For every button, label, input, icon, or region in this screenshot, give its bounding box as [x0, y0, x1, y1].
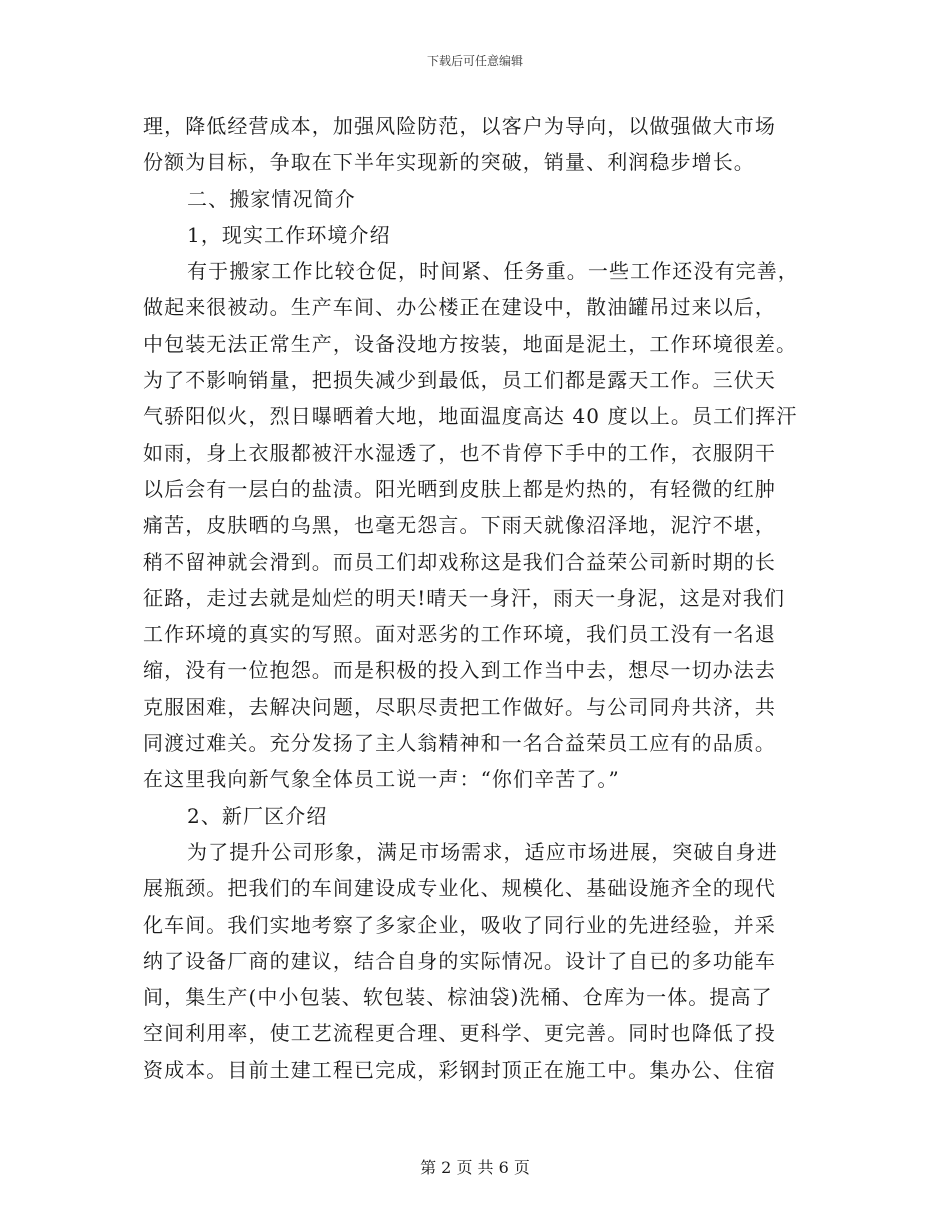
text-line: 理，降低经营成本，加强风险防范，以客户为导向，以做强做大市场 — [143, 114, 776, 138]
text-line: 缩，没有一位抱怨。而是积极的投入到工作当中去，想尽一切办法去 — [143, 658, 776, 683]
text-line: 2、新厂区介绍 — [187, 803, 328, 828]
text-line: 为了提升公司形象，满足市场需求，适应市场进展，突破自身进 — [187, 839, 778, 864]
text-line: 痛苦，皮肤晒的乌黑，也毫无怨言。下雨天就像沼泽地，泥泞不堪， — [143, 513, 776, 538]
text-line: 有于搬家工作比较仓促，时间紧、任务重。一些工作还没有完善， — [187, 259, 799, 284]
text-line: 克服困难，去解决问题，尽职尽责把工作做好。与公司同舟共济，共 — [143, 694, 776, 719]
text-line: 空间利用率，使工艺流程更合理、更科学、更完善。同时也降低了投 — [143, 1021, 776, 1046]
page-footer — [0, 1158, 950, 1178]
text-line: 工作环境的真实的写照。面对恶劣的工作环境，我们员工没有一名退 — [143, 622, 776, 647]
text-line: 为了不影响销量，把损失减少到最低，员工们都是露天工作。三伏天 — [143, 368, 776, 393]
text-line: 征路，走过去就是灿烂的明天!晴天一身汗，雨天一身泥，这是对我们 — [143, 585, 786, 610]
text-line: 展瓶颈。把我们的车间建设成专业化、规模化、基础设施齐全的现代 — [143, 876, 776, 901]
text-line: 同渡过难关。充分发扬了主人翁精神和一名合益荣员工应有的品质。 — [143, 731, 776, 756]
document-body — [143, 108, 803, 1088]
text-line: 中包装无法正常生产，设备没地方按装，地面是泥土，工作环境很差。 — [143, 331, 798, 356]
text-line: 纳了设备厂商的建议，结合自身的实际情况。设计了自已的多功能车 — [143, 948, 776, 973]
text-line: 如雨，身上衣服都被汗水湿透了，也不肯停下手中的工作，衣服阴干 — [143, 440, 776, 465]
text-line: 稍不留神就会滑到。而员工们却戏称这是我们合益荣公司新时期的长 — [143, 549, 776, 574]
text-line: 1，现实工作环境介绍 — [187, 222, 391, 247]
text-line: 做起来很被动。生产车间、办公楼正在建设中，散油罐吊过来以后， — [143, 295, 776, 320]
page-number: 第 2 页 共 6 页 — [420, 1158, 530, 1177]
text-line: 以后会有一层白的盐渍。阳光晒到皮肤上都是灼热的，有轻微的红肿 — [143, 476, 776, 501]
text-line: 化车间。我们实地考察了多家企业，吸收了同行业的先进经验，并采 — [143, 912, 776, 937]
text-line: 资成本。目前土建工程已完成，彩钢封顶正在施工中。集办公、住宿 — [143, 1057, 776, 1082]
text-line: 二、搬家情况简介 — [187, 186, 356, 211]
text-line: 在这里我向新气象全体员工说一声：“你们辛苦了。” — [143, 767, 620, 792]
text-line: 份额为目标，争取在下半年实现新的突破，销量、利润稳步增长。 — [143, 150, 755, 175]
page-header: 下载后可任意编辑 — [426, 54, 523, 68]
text-line: 气骄阳似火，烈日曝晒着大地，地面温度高达 40 度以上。员工们挥汗 — [143, 404, 798, 429]
text-line: 间，集生产(中小包装、软包装、棕油袋)洗桶、仓库为一体。提高了 — [143, 985, 773, 1010]
